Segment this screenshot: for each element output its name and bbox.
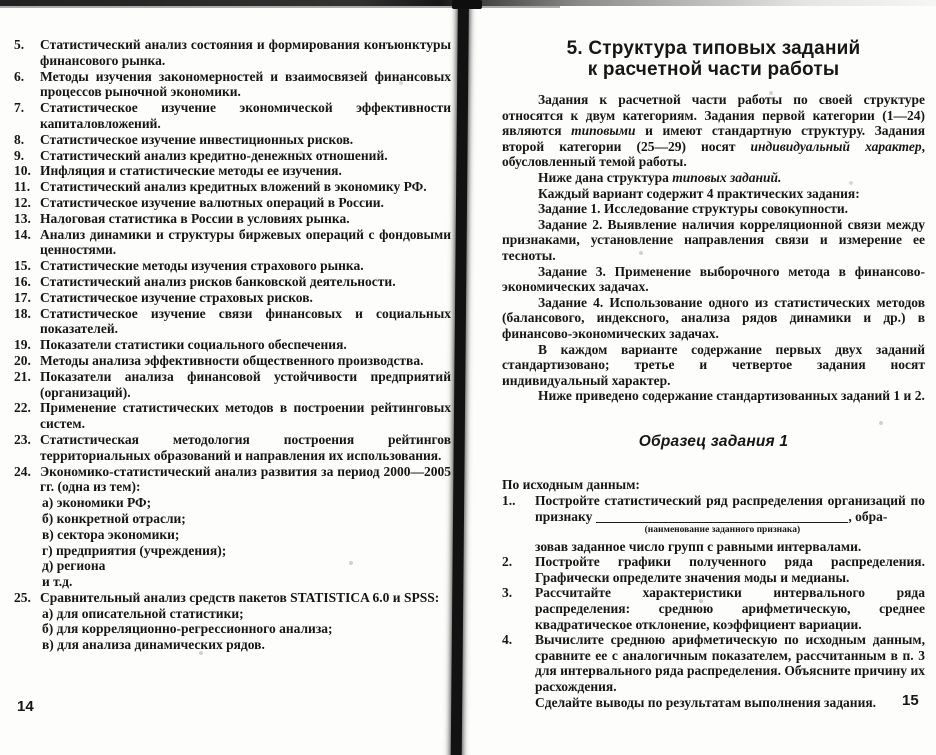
item-number-empty bbox=[502, 695, 535, 711]
paragraph-task-2 bbox=[502, 217, 925, 264]
item-text bbox=[40, 258, 451, 274]
item-text bbox=[40, 400, 451, 432]
item-text-content: Показатели статистики социального обеспечения. bbox=[40, 337, 347, 353]
book-gutter-top-blob bbox=[452, 0, 482, 9]
item-text-content: Налоговая статистика в России в условиях рынка. bbox=[40, 210, 350, 226]
item-text bbox=[40, 274, 451, 290]
item-text: Рассчитайте характеристики интервального ряда распределения: среднюю арифметическую, среднее квадратическое отклонение, коэффициент вариации. bbox=[535, 585, 925, 632]
list-item bbox=[14, 274, 451, 290]
final-note-text: Сделайте выводы по результатам выполнения задания. bbox=[535, 694, 877, 710]
item-text bbox=[40, 227, 451, 259]
item-number: 6. bbox=[14, 68, 25, 84]
item-number: 13. bbox=[14, 210, 31, 226]
page-number-right: 15 bbox=[902, 692, 919, 709]
item-number: 19. bbox=[14, 337, 31, 353]
list-item bbox=[14, 132, 451, 148]
item-number: 4. bbox=[502, 632, 513, 648]
sub-item: г) предприятия (учреждения); bbox=[42, 542, 227, 558]
item-number: 25. bbox=[14, 589, 31, 605]
blank-rule-line bbox=[596, 509, 848, 523]
item-text: Постройте графики полученного ряда распределения. Графически определите значения моды и медианы. bbox=[535, 554, 925, 585]
item-text-content: Методы изучения закономерностей и взаимосвязей финансовых процессов рыночной экономики. bbox=[40, 68, 451, 100]
task-text: Выявление наличия корреляционной связи между признаками, установление направления связи и измерение ее тесноты. bbox=[502, 216, 925, 263]
item-text-content: Статистические методы изучения страхового рынка. bbox=[40, 258, 364, 274]
item-text-content: Статистический анализ кредитных вложений в экономику РФ. bbox=[40, 179, 427, 195]
item-number: 3. bbox=[502, 585, 513, 601]
paragraph-structure bbox=[502, 170, 925, 186]
item-text bbox=[40, 337, 451, 353]
emphasis-run: типовых заданий. bbox=[672, 169, 782, 185]
scan-noise-speckles bbox=[0, 0, 2, 2]
list-item bbox=[14, 148, 451, 164]
item-text-content: Статистический анализ кредитно-денежных отношений. bbox=[40, 147, 388, 163]
item-number: 17. bbox=[14, 289, 31, 305]
item-text bbox=[40, 179, 451, 195]
continuation-line: зовав заданное число групп с равными интервалами. bbox=[535, 538, 862, 554]
text-run: Задания к расчетной части работы по своей структуре относятся к двум категориям. Задания первой категории (1—24) являются bbox=[502, 92, 925, 139]
sample-task-heading: Образец задания 1 bbox=[638, 432, 789, 450]
item-text bbox=[40, 306, 451, 338]
chapter-title-line1: 5. Структура типовых заданий bbox=[566, 38, 861, 59]
item-text bbox=[40, 195, 451, 211]
task-text: Применение выборочного метода в финансово-экономических задачах. bbox=[502, 263, 925, 295]
paragraph-task-1 bbox=[502, 201, 925, 217]
item-number: 18. bbox=[14, 305, 31, 321]
item-number: 8. bbox=[14, 131, 25, 147]
list-item bbox=[14, 227, 451, 259]
paragraph-standardized-note: В каждом варианте содержание первых двух заданий стандартизовано; третье и четвертое задания носят индивидуальный характер. bbox=[502, 341, 925, 388]
sub-item: б) для корреляционно-регрессионного анализа; bbox=[42, 621, 333, 637]
sub-item: а) экономики РФ; bbox=[42, 495, 152, 511]
item-text bbox=[40, 37, 451, 69]
text-run: , обусловленный темой работы. bbox=[502, 138, 925, 170]
list-item bbox=[14, 353, 451, 369]
text-run: Постройте статистический ряд распределения организаций по признаку bbox=[535, 493, 925, 524]
task-text: Исследование структуры совокупности. bbox=[600, 201, 849, 217]
item-text bbox=[535, 493, 925, 554]
exercise-item bbox=[502, 554, 925, 585]
sub-item: и т.д. bbox=[42, 574, 73, 590]
page-number-left: 14 bbox=[17, 698, 34, 715]
task-label: Задание 2. bbox=[538, 216, 603, 232]
paragraph-variant: Каждый вариант содержит 4 практических задания: bbox=[538, 185, 860, 201]
item-text bbox=[40, 369, 451, 401]
item-number: 5. bbox=[14, 37, 25, 52]
item-text bbox=[40, 290, 451, 306]
item-text bbox=[40, 353, 451, 369]
item-text-content: Анализ динамики и структуры биржевых операций с фондовыми ценностями. bbox=[40, 226, 451, 258]
initial-data-label: По исходным данным: bbox=[502, 477, 640, 493]
list-item bbox=[14, 258, 451, 274]
item-text: Вычислите среднюю арифметическую по исходным данным, сравните ее с аналогичным показателем, рассчитанным в п. 3 для интервального ряда распределения. Объясните причину их расхождения. bbox=[535, 632, 925, 694]
list-item bbox=[14, 400, 451, 432]
list-item bbox=[14, 100, 451, 132]
item-text-content: Статистическое изучение инвестиционных рисков. bbox=[40, 131, 354, 147]
item-text bbox=[40, 132, 451, 148]
item-number: 10. bbox=[14, 163, 31, 179]
item-text bbox=[40, 590, 451, 653]
item-text-content: Применение статистических методов в построении рейтинговых систем. bbox=[40, 400, 451, 432]
item-text bbox=[40, 69, 451, 101]
sub-item: в) для анализа динамических рядов. bbox=[42, 637, 265, 653]
sub-item: д) региона bbox=[42, 558, 106, 574]
task-text: Использование одного из статистических методов (балансового, индексного, анализа рядов динамики и др.) в финансово-экономических задачах. bbox=[502, 294, 925, 341]
list-item bbox=[14, 464, 451, 590]
item-text bbox=[40, 464, 451, 590]
task-label: Задание 3. bbox=[538, 263, 606, 279]
text-run: , обра- bbox=[848, 508, 888, 524]
item-number: 14. bbox=[14, 226, 31, 242]
exercise-item bbox=[502, 585, 925, 632]
exercise-item bbox=[502, 632, 925, 694]
right-page bbox=[502, 38, 925, 710]
list-item bbox=[14, 290, 451, 306]
item-text-content: Сравнительный анализ средств пакетов STATISTICA 6.0 и SPSS: bbox=[40, 589, 440, 605]
paragraph-task-3 bbox=[502, 264, 925, 295]
paragraph-intro bbox=[502, 92, 925, 170]
chapter-title bbox=[502, 38, 925, 80]
item-text-content: Показатели анализа финансовой устойчивости предприятий (организаций). bbox=[40, 368, 451, 400]
book-gutter-shadow bbox=[451, 0, 469, 755]
sub-item: б) конкретной отрасли; bbox=[42, 510, 186, 526]
list-item bbox=[14, 590, 451, 653]
list-item bbox=[14, 211, 451, 227]
emphasis-run: индивидуальный характер bbox=[750, 138, 922, 154]
paragraph-below-content: Ниже приведено содержание стандартизованных заданий 1 и 2. bbox=[538, 388, 925, 404]
item-text-content: Экономико-статистический анализ развития за период 2000—2005 гг. (одна из тем): bbox=[40, 463, 451, 495]
sub-item: в) сектора экономики; bbox=[42, 526, 180, 542]
item-number: 20. bbox=[14, 352, 31, 368]
list-item bbox=[14, 337, 451, 353]
task-label: Задание 1. bbox=[538, 201, 601, 217]
item-text bbox=[40, 100, 451, 132]
exercise-item bbox=[502, 493, 925, 554]
list-item bbox=[14, 69, 451, 101]
item-text-content: Статистическое изучение валютных операций в России. bbox=[40, 194, 384, 210]
item-number: 7. bbox=[14, 100, 25, 116]
item-text-content: Статистическое изучение экономической эффективности капиталовложений. bbox=[40, 100, 451, 131]
item-text bbox=[40, 211, 451, 227]
item-number: 21. bbox=[14, 368, 31, 384]
item-text-content: Статистическое изучение страховых рисков. bbox=[40, 289, 313, 305]
list-item bbox=[14, 163, 451, 179]
emphasis-run: типовыми bbox=[571, 123, 636, 139]
list-item bbox=[14, 432, 451, 464]
text-run: и имеют стандартную структуру. Задания второй категории (25—29) носят bbox=[502, 123, 925, 154]
paragraph-task-4 bbox=[502, 295, 925, 342]
item-number: 2. bbox=[502, 554, 513, 570]
item-number: 22. bbox=[14, 400, 31, 416]
item-text-content: Методы анализа эффективности общественного производства. bbox=[40, 352, 424, 368]
item-number: 11. bbox=[14, 179, 31, 195]
task-label: Задание 4. bbox=[538, 294, 604, 310]
item-text-content: Инфляция и статистические методы ее изучения. bbox=[40, 163, 342, 179]
item-text-content: Статистический анализ состояния и формирования конъюнктуры финансового рынка. bbox=[40, 37, 451, 68]
blank-caption: (наименование заданного признака) bbox=[644, 524, 801, 535]
sub-item: а) для описательной статистики; bbox=[42, 605, 244, 621]
final-note bbox=[502, 695, 925, 711]
item-text-content: Статистическая методология построения рейтингов территориальных образований и направления их использования. bbox=[40, 431, 451, 463]
item-text bbox=[40, 163, 451, 179]
item-text bbox=[40, 148, 451, 164]
item-number: 12. bbox=[14, 194, 31, 210]
item-text-content: Статистический анализ рисков банковской деятельности. bbox=[40, 273, 396, 289]
list-item bbox=[14, 306, 451, 338]
fill-in-blank bbox=[596, 509, 848, 536]
item-number: 1.. bbox=[502, 493, 516, 509]
text-run: Ниже дана структура bbox=[538, 169, 673, 185]
item-number: 16. bbox=[14, 273, 31, 289]
list-item bbox=[14, 369, 451, 401]
item-text-content: Статистическое изучение связи финансовых и социальных показателей. bbox=[40, 305, 451, 337]
chapter-title-line2: к расчетной части работы bbox=[587, 59, 840, 80]
list-item bbox=[14, 195, 451, 211]
item-number: 9. bbox=[14, 147, 25, 163]
list-item bbox=[14, 179, 451, 195]
item-number: 24. bbox=[14, 463, 31, 479]
list-item bbox=[14, 37, 451, 69]
left-page bbox=[14, 37, 451, 653]
item-number: 23. bbox=[14, 431, 31, 447]
item-text bbox=[40, 432, 451, 464]
item-number: 15. bbox=[14, 258, 31, 274]
